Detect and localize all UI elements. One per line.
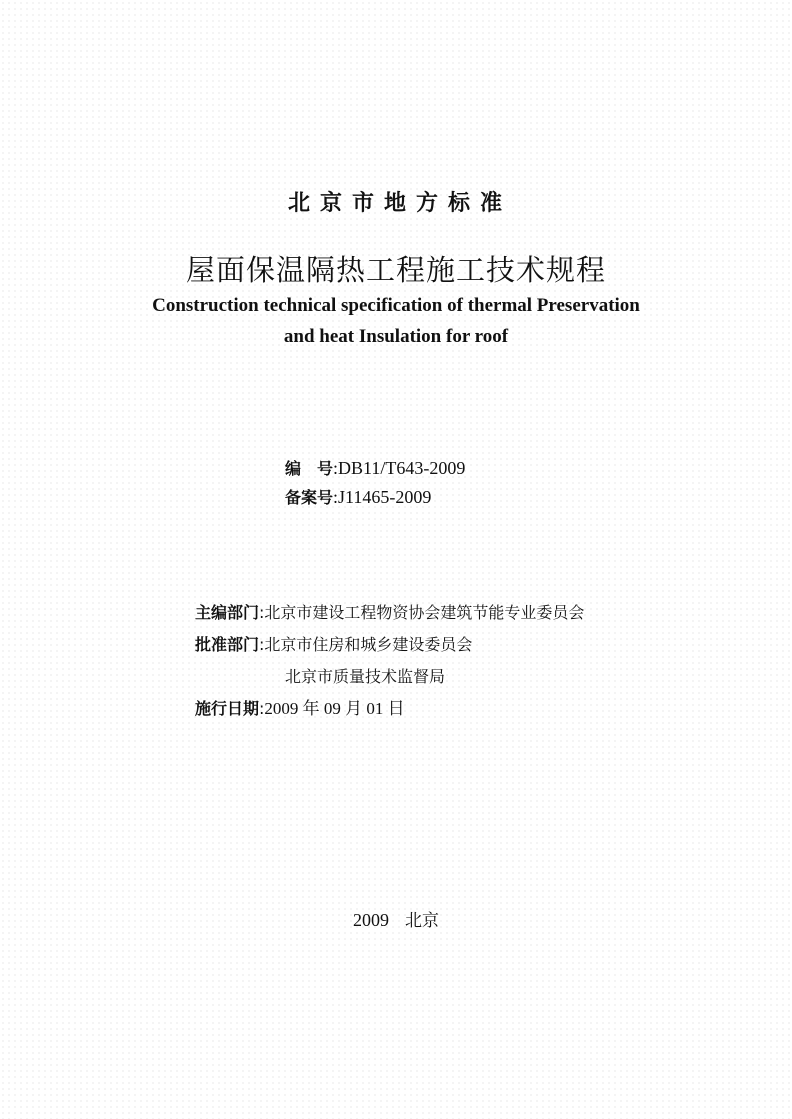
- approving-department-label: 批准部门: [195, 635, 260, 654]
- effective-date-label: 施行日期: [195, 699, 260, 718]
- standard-number-line: [285, 455, 465, 482]
- compiling-department-value: 北京市建设工程物资协会建筑节能专业委员会: [264, 603, 585, 622]
- standard-number-value: DB11/T643-2009: [338, 458, 466, 478]
- approving-department-line-2: [285, 664, 445, 687]
- effective-date-separator: :: [259, 699, 265, 718]
- approving-department-value-1: 北京市住房和城乡建设委员会: [264, 635, 473, 654]
- compiling-department-line: [195, 600, 584, 623]
- publication-city: 北京: [405, 911, 439, 931]
- compiling-department-separator: :: [259, 603, 265, 622]
- approving-department-line: [195, 632, 472, 655]
- record-number-label: 备案号: [285, 488, 334, 507]
- standard-number-separator: :: [333, 458, 339, 478]
- compiling-department-label: 主编部门: [195, 603, 260, 622]
- approving-department-separator: :: [259, 635, 265, 654]
- approving-department-value-2: 北京市质量技术监督局: [285, 667, 446, 686]
- document-title-english-line-1: Construction technical specification of thermal Preservation: [152, 295, 640, 316]
- publication-year: 2009: [353, 910, 389, 930]
- record-number-separator: :: [333, 487, 339, 507]
- document-title-chinese: 屋面保温隔热工程施工技术规程: [185, 253, 606, 287]
- publication-footer: [0, 906, 792, 931]
- document-title-english-line-2: and heat Insulation for roof: [283, 326, 509, 347]
- effective-date-line: [195, 694, 405, 719]
- standard-number-label: 编 号: [285, 459, 334, 478]
- record-number-line: [285, 484, 431, 511]
- standard-category-label: 北京市地方标准: [287, 191, 512, 216]
- record-number-value: J11465-2009: [338, 487, 432, 507]
- effective-date-value: 2009 年 09 月 01 日: [264, 699, 405, 718]
